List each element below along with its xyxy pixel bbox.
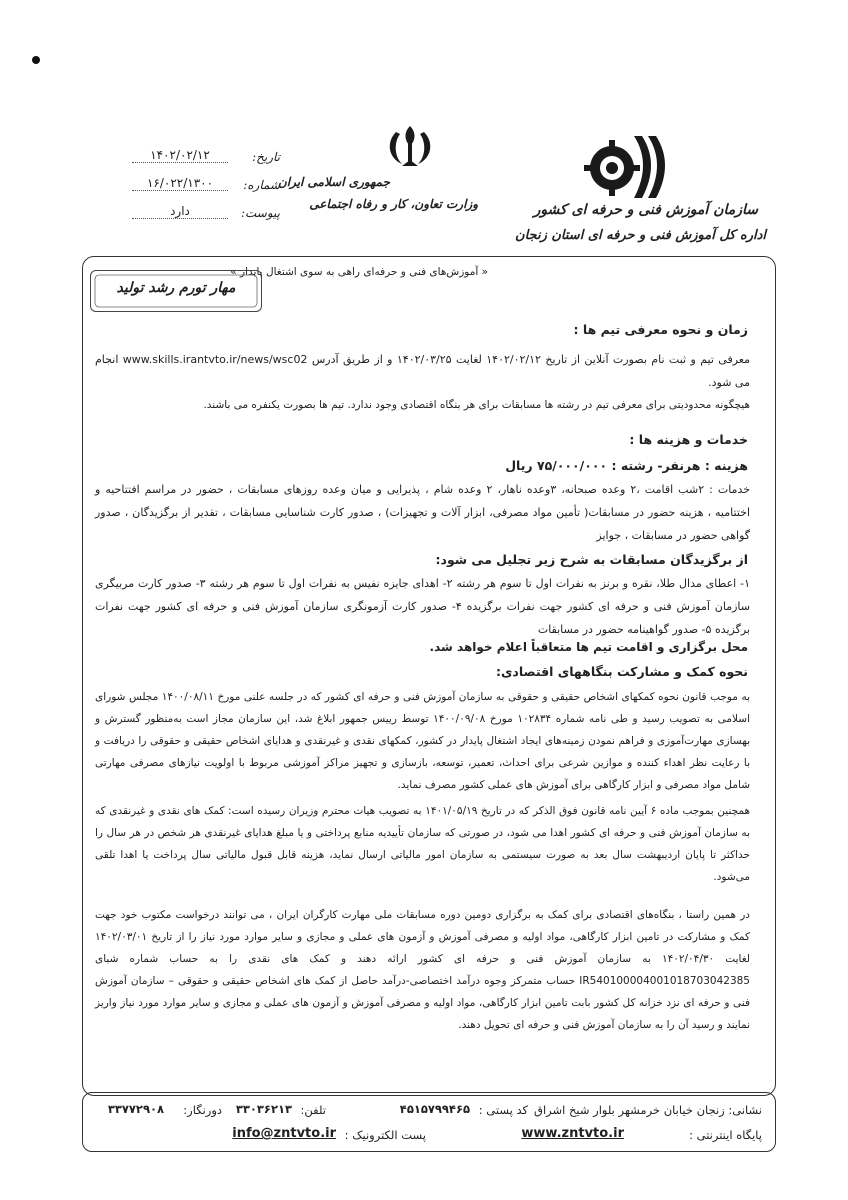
- iran-emblem: [380, 122, 440, 170]
- winners-paragraph: ۱- اعطای مدال طلا، نقره و برنز به نفرات اول تا سوم هر رشته ۲- اهدای جایزه نفیس به نفرات اول تا سوم هر رشته ۳- صدور کارت مربیگری سازمان آموزش فنی و حرفه ای کشور جهت نفرات برگزیده ۴- صدور کارت آزمونگری سازمان آموزش فنی و حرفه ای کشور جهت نفرات برگزیده ۵- صدور گواهینامه حضور در مسابقات: [95, 577, 750, 636]
- slogan: « آموزش‌های فنی و حرفه‌ای راهی به سوی اشتغال پایدار »: [230, 266, 488, 278]
- footer-box: [82, 1092, 776, 1152]
- team-paragraph-1: معرفی تیم و ثبت نام بصورت آنلاین از تاریخ ۱۴۰۲/۰۲/۱۲ لغایت ۱۴۰۲/۰۳/۲۵ و از طریق آدرس www.skills.irantvto.ir/news/wsc02 انجام می شود.: [95, 353, 750, 389]
- footer-postal-value: ۴۵۱۵۷۹۹۴۶۵: [399, 1102, 470, 1116]
- team-paragraph-2: هیچگونه محدودیتی برای معرفی تیم در رشته ها مسابقات برای هر بنگاه اقتصادی وجود ندارد. تیم ها بصورت یکنفره می باشند.: [203, 399, 750, 411]
- cost-line: هزینه : هرنفر- رشته : ۷۵/۰۰۰/۰۰۰ ریال: [505, 458, 748, 473]
- footer-phone-label: تلفن:: [300, 1103, 326, 1117]
- tvto-logo-icon: [582, 128, 674, 202]
- scan-dot: [32, 56, 40, 64]
- footer-address: نشانی: زنجان خیابان خرمشهر بلوار شیخ اشراق: [534, 1103, 762, 1117]
- team-heading: زمان و نحوه معرفی تیم ها :: [573, 322, 748, 337]
- footer-website-link[interactable]: www.zntvto.ir: [521, 1126, 624, 1141]
- venue-line: محل برگزاری و اقامت تیم ها متعاقباً اعلام خواهد شد.: [429, 640, 748, 654]
- slogan-stamp: [90, 270, 262, 312]
- footer-website-label: پایگاه اینترنتی :: [689, 1128, 762, 1142]
- date-row: [130, 150, 280, 172]
- attachment-row: [130, 206, 280, 228]
- number-label: شماره:: [243, 178, 280, 192]
- org-name-line2: اداره کل آموزش فنی و حرفه ای استان زنجان: [515, 228, 766, 243]
- help-paragraph-3: در همین راستا ، بنگاه‌های اقتصادی برای کمک به برگزاری دومین دوره مسابقات ملی مهارت کارگران ایران ، می توانند درخواست مکتوب خود جهت کمک و مشارکت در تامین ابزار کارگاهی، مواد اولیه و مصرفی آموزش و آزمون های عملی و مجازی و سایر موارد مورد نیاز را از تاریخ ۱۴۰۲/۰۳/۰۱ لغایت ۱۴۰۲/۰۴/۳۰ به سازمان آموزش فنی و حرفه ای کشور ارائه دهند و کمک های نقدی را به حساب شماره شبای IR540100004001018703042385 حساب متمرکز وجوه درآمد اختصاصی-درآمد حاصل از کمک های اشخاص حقیقی و حقوقی – سازمان آموزش فنی و حرفه ای نزد خزانه کل کشور بابت تامین ابزار کارگاهی، مواد اولیه و مصرفی آموزش و آزمون های عملی و مجازی و سایر موارد مورد نیاز واریز نمایند و رسید آن را به سازمان آموزش فنی و حرفه ای تحویل دهند.: [95, 909, 750, 1031]
- footer-fax-label: دورنگار:: [183, 1103, 222, 1117]
- services-paragraph: خدمات : ۲شب اقامت ،۲ وعده صبحانه، ۳وعده ناهار، ۲ وعده شام ، پذیرایی و میان وعده روزهای مسابقات ، حضور در مراسم افتتاحیه و اختتامیه ، هزینه حضور در مسابقات( تأمین مواد مصرفی، ابزار آلات و تجهیزات) ، صدور کارت شناسایی مسابقات ، تقدیر از برگزیدگان ، صدور گواهی حضور در مسابقات ، جوایز: [95, 483, 751, 542]
- date-value: ۱۴۰۲/۰۲/۱۲: [132, 148, 228, 163]
- gov-name-line2: وزارت تعاون، کار و رفاه اجتماعی: [309, 197, 478, 211]
- tvto-logo: [582, 128, 674, 202]
- services-heading: خدمات و هزینه ها :: [629, 432, 748, 447]
- attachment-label: پیوست:: [240, 206, 280, 220]
- footer-email-label: پست الکترونیک :: [344, 1128, 426, 1142]
- gov-name-line1: جمهوری اسلامی ایران: [277, 175, 390, 189]
- iran-emblem-icon: [380, 122, 440, 170]
- number-row: [130, 178, 280, 200]
- footer-phone-value: ۳۳۰۳۶۲۱۳: [235, 1102, 292, 1116]
- org-name-line1: سازمان آموزش فنی و حرفه ای کشور: [533, 202, 758, 218]
- number-value: ۱۶/۰۲۲/۱۳۰۰: [132, 176, 228, 191]
- footer-email-link[interactable]: info@zntvto.ir: [232, 1126, 336, 1141]
- help-paragraph-1: به موجب قانون نحوه کمکهای اشخاص حقیقی و حقوقی به سازمان آموزش فنی و حرفه ای کشور که در جلسه علنی مورخ ۱۴۰۰/۰۸/۱۱ مجلس شورای اسلامی به تصویب رسید و طی نامه شماره ۱۰۲۸۳۴ مورخ ۱۴۰۰/۰۹/۰۸ توسط رییس جمهور ابلاغ شد، این سازمان مجاز است به‌منظور گسترش و بهسازی مهارت‌آموزی و فراهم نمودن زمینه‌های ایجاد اشتغال پایدار در کشور، کمکهای نقدی و غیرنقدی و هدایای اشخاص حقیقی و حقوقی را دریافت و با رعایت نظر اهداء کننده و موازین شرعی برای احداث، تعمیر، توسعه، بازسازی و تجهیز مراکز آموزشی مربوط با اولویت نیازهای مصرفی مهارتی شامل مواد مصرفی و ابزار کارگاهی برای آموزش های عملی کشور مصرف نماید.: [95, 691, 750, 791]
- attachment-value: دارد: [132, 204, 228, 219]
- footer-fax-value: ۳۳۷۷۲۹۰۸: [107, 1102, 164, 1116]
- help-heading: نحوه کمک و مشارکت بنگاههای اقتصادی:: [495, 664, 748, 679]
- date-label: تاریخ:: [252, 150, 280, 164]
- footer-postal-label: کد پستی :: [478, 1103, 528, 1117]
- stamp-text: مهار تورم رشد تولید: [116, 280, 236, 296]
- help-paragraph-2: همچنین بموجب ماده ۶ آیین نامه قانون فوق الذکر که در تاریخ ۱۴۰۱/۰۵/۱۹ به تصویب هیات محترم وزیران رسیده است: کمک های نقدی و غیرنقدی که به سازمان آموزش فنی و حرفه ای کشور اهدا می شود، در صورتی که سازمان تأییدیه منابع پرداختی و یا مبلغ هدایای غیرنقدی هر شخص در هر سال را حداکثر تا پایان اردیبهشت سال بعد به صورت سیستمی به سازمان امور مالیاتی ارسال نماید، هزینه قابل قبول مالیاتی سال پرداخت یا اهدا تلقی می‌شود.: [95, 805, 751, 883]
- winners-heading: از برگزیدگان مسابقات به شرح زیر تجلیل می شود:: [435, 552, 748, 567]
